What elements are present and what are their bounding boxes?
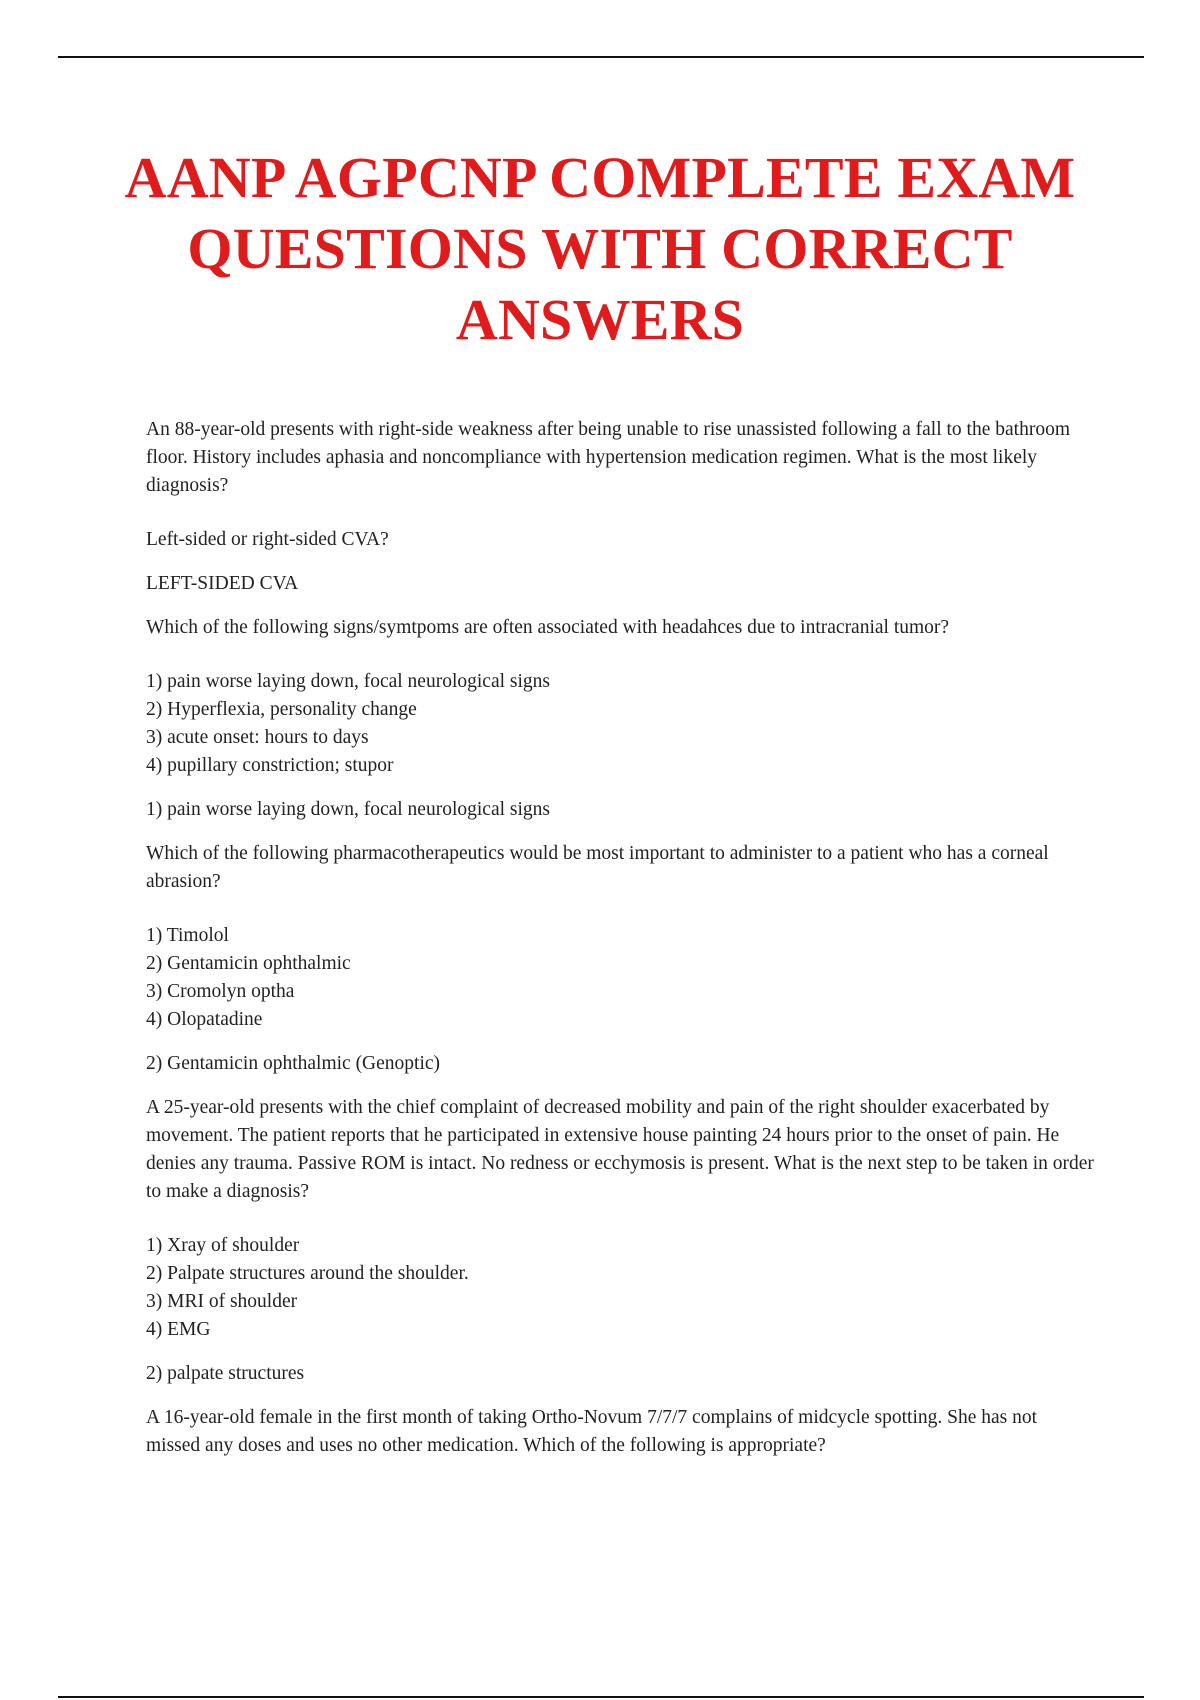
question-text: A 16-year-old female in the first month of taking Ortho-Novum 7/7/7 complains of midcycle spotting. She has not missed any doses and uses no other medication. Which of the following is appropriate? bbox=[146, 1407, 1038, 1456]
question-text: Which of the following pharmacotherapeutics would be most important to administer to a patient who has a corneal abrasion? bbox=[146, 843, 1049, 892]
option-item: 1) pain worse laying down, focal neurological signs bbox=[146, 671, 550, 692]
top-rule bbox=[58, 56, 1144, 58]
option-item: 3) Cromolyn optha bbox=[146, 981, 295, 1002]
document-body bbox=[146, 416, 1096, 1476]
option-item: 4) pupillary constriction; stupor bbox=[146, 755, 394, 776]
option-item: 1) Timolol bbox=[146, 925, 229, 946]
document-title: AANP AGPCNP COMPLETE EXAM QUESTIONS WITH CORRECT ANSWERS bbox=[124, 145, 1076, 352]
option-list bbox=[146, 1232, 1096, 1344]
option-item: 2) Palpate structures around the shoulder. bbox=[146, 1263, 469, 1284]
option-item: 4) Olopatadine bbox=[146, 1009, 263, 1030]
option-list bbox=[146, 922, 1096, 1034]
question-text: A 25-year-old presents with the chief complaint of decreased mobility and pain of the right shoulder exacerbated by movement. The patient reports that he participated in extensive house painting 24 hours prior to the onset of pain. He denies any trauma. Passive ROM is intact. No redness or ecchymosis is present. What is the next step to be taken in order to make a diagnosis? bbox=[146, 1097, 1094, 1202]
option-item: 4) EMG bbox=[146, 1319, 211, 1340]
option-item: 1) Xray of shoulder bbox=[146, 1235, 300, 1256]
answer-text: 2) Gentamicin ophthalmic (Genoptic) bbox=[146, 1053, 441, 1074]
question-text: Which of the following signs/symtpoms are often associated with headahces due to intracranial tumor? bbox=[146, 617, 950, 638]
option-item: 3) acute onset: hours to days bbox=[146, 727, 369, 748]
answer-text: LEFT-SIDED CVA bbox=[146, 573, 299, 594]
bottom-rule bbox=[58, 1696, 1144, 1698]
question-text: An 88-year-old presents with right-side weakness after being unable to rise unassisted following a fall to the bathroom floor. History includes aphasia and noncompliance with hypertension medication regimen. What is the most likely diagnosis? bbox=[146, 419, 1070, 496]
question-prompt: Left-sided or right-sided CVA? bbox=[146, 529, 389, 550]
option-item: 3) MRI of shoulder bbox=[146, 1291, 298, 1312]
option-item: 2) Hyperflexia, personality change bbox=[146, 699, 417, 720]
answer-text: 2) palpate structures bbox=[146, 1363, 305, 1384]
option-list bbox=[146, 668, 1096, 780]
option-item: 2) Gentamicin ophthalmic bbox=[146, 953, 351, 974]
answer-text: 1) pain worse laying down, focal neurological signs bbox=[146, 799, 550, 820]
